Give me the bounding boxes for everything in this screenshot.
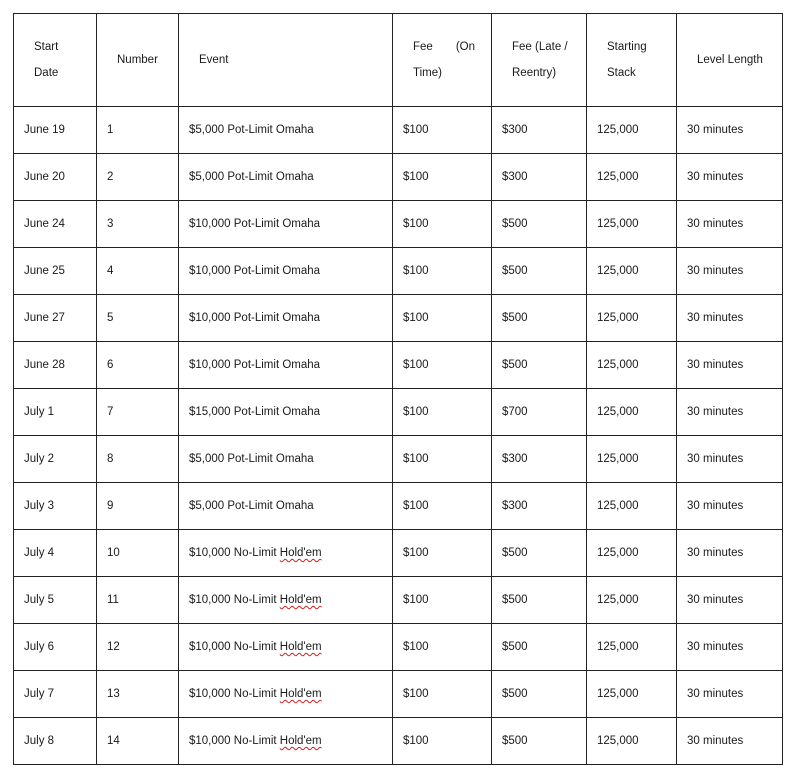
cell-starting-stack: 125,000 <box>587 577 677 624</box>
cell-level-length: 30 minutes <box>677 342 783 389</box>
cell-fee-on-time: $100 <box>393 342 492 389</box>
cell-fee-late: $300 <box>492 154 587 201</box>
event-text: $10,000 No-Limit <box>189 735 280 747</box>
table-row <box>14 389 783 436</box>
spellcheck-flagged-word: Hold'em <box>279 641 322 653</box>
spellcheck-flagged-word: Hold'em <box>279 735 322 747</box>
header-event: Event <box>179 14 393 107</box>
spellcheck-flagged-word: Hold'em <box>279 688 322 700</box>
cell-number: 14 <box>97 718 179 765</box>
cell-level-length: 30 minutes <box>677 436 783 483</box>
cell-fee-on-time: $100 <box>393 389 492 436</box>
cell-event <box>179 577 393 624</box>
cell-fee-on-time: $100 <box>393 295 492 342</box>
cell-starting-stack: 125,000 <box>587 107 677 154</box>
header-fee-on-time: Fee (On Time) <box>393 14 492 107</box>
cell-event <box>179 389 393 436</box>
cell-fee-late: $500 <box>492 624 587 671</box>
cell-starting-stack: 125,000 <box>587 624 677 671</box>
cell-event <box>179 342 393 389</box>
cell-fee-late: $500 <box>492 530 587 577</box>
table-row <box>14 154 783 201</box>
cell-start-date: July 3 <box>14 483 97 530</box>
cell-level-length: 30 minutes <box>677 389 783 436</box>
table-row <box>14 483 783 530</box>
cell-level-length: 30 minutes <box>677 483 783 530</box>
header-number: Number <box>97 14 179 107</box>
cell-fee-late: $700 <box>492 389 587 436</box>
event-text: $10,000 Pot-Limit Omaha <box>189 359 321 371</box>
table-header <box>14 14 783 107</box>
header-start-date: Start Date <box>14 14 97 107</box>
spellcheck-flagged-word: Hold'em <box>279 547 322 559</box>
event-text: $10,000 No-Limit <box>189 688 280 700</box>
table-row <box>14 201 783 248</box>
cell-fee-late: $500 <box>492 577 587 624</box>
header-level-length: Level Length <box>677 14 783 107</box>
table-row <box>14 577 783 624</box>
cell-event <box>179 718 393 765</box>
cell-start-date: June 24 <box>14 201 97 248</box>
cell-event <box>179 154 393 201</box>
cell-number: 5 <box>97 295 179 342</box>
cell-level-length: 30 minutes <box>677 295 783 342</box>
cell-level-length: 30 minutes <box>677 577 783 624</box>
cell-fee-on-time: $100 <box>393 107 492 154</box>
cell-level-length: 30 minutes <box>677 671 783 718</box>
event-text: $10,000 No-Limit <box>189 547 280 559</box>
table-row <box>14 436 783 483</box>
cell-fee-on-time: $100 <box>393 154 492 201</box>
cell-start-date: June 25 <box>14 248 97 295</box>
cell-number: 9 <box>97 483 179 530</box>
cell-start-date: July 4 <box>14 530 97 577</box>
cell-fee-late: $500 <box>492 248 587 295</box>
cell-event <box>179 671 393 718</box>
cell-fee-on-time: $100 <box>393 530 492 577</box>
cell-start-date: July 5 <box>14 577 97 624</box>
cell-number: 4 <box>97 248 179 295</box>
event-text: $5,000 Pot-Limit Omaha <box>189 124 314 136</box>
cell-fee-late: $500 <box>492 671 587 718</box>
cell-level-length: 30 minutes <box>677 624 783 671</box>
cell-starting-stack: 125,000 <box>587 342 677 389</box>
tournament-schedule-table <box>13 13 783 765</box>
cell-start-date: June 27 <box>14 295 97 342</box>
header-fee-late-reentry: Fee (Late / Reentry) <box>492 14 587 107</box>
table-row <box>14 530 783 577</box>
cell-start-date: June 19 <box>14 107 97 154</box>
cell-fee-late: $500 <box>492 718 587 765</box>
spellcheck-flagged-word: Hold'em <box>279 594 322 606</box>
cell-number: 3 <box>97 201 179 248</box>
cell-fee-on-time: $100 <box>393 201 492 248</box>
cell-number: 10 <box>97 530 179 577</box>
cell-start-date: June 28 <box>14 342 97 389</box>
cell-level-length: 30 minutes <box>677 201 783 248</box>
cell-start-date: July 2 <box>14 436 97 483</box>
cell-level-length: 30 minutes <box>677 154 783 201</box>
event-text: $5,000 Pot-Limit Omaha <box>189 500 314 512</box>
cell-fee-on-time: $100 <box>393 624 492 671</box>
cell-number: 11 <box>97 577 179 624</box>
cell-event <box>179 436 393 483</box>
event-text: $10,000 Pot-Limit Omaha <box>189 312 321 324</box>
header-row <box>14 14 783 107</box>
cell-starting-stack: 125,000 <box>587 248 677 295</box>
cell-starting-stack: 125,000 <box>587 154 677 201</box>
table-body <box>14 107 783 765</box>
cell-level-length: 30 minutes <box>677 530 783 577</box>
cell-event <box>179 624 393 671</box>
cell-starting-stack: 125,000 <box>587 718 677 765</box>
cell-fee-on-time: $100 <box>393 248 492 295</box>
event-text: $10,000 No-Limit <box>189 641 280 653</box>
table-row <box>14 295 783 342</box>
cell-number: 7 <box>97 389 179 436</box>
cell-fee-late: $300 <box>492 436 587 483</box>
header-starting-stack: Starting Stack <box>587 14 677 107</box>
table-row <box>14 248 783 295</box>
event-text: $10,000 No-Limit <box>189 594 280 606</box>
cell-event <box>179 248 393 295</box>
cell-fee-on-time: $100 <box>393 718 492 765</box>
cell-start-date: June 20 <box>14 154 97 201</box>
cell-number: 12 <box>97 624 179 671</box>
cell-starting-stack: 125,000 <box>587 389 677 436</box>
cell-starting-stack: 125,000 <box>587 436 677 483</box>
cell-number: 1 <box>97 107 179 154</box>
cell-fee-on-time: $100 <box>393 671 492 718</box>
cell-number: 13 <box>97 671 179 718</box>
cell-fee-late: $500 <box>492 295 587 342</box>
cell-fee-late: $500 <box>492 342 587 389</box>
cell-start-date: July 6 <box>14 624 97 671</box>
event-text: $15,000 Pot-Limit Omaha <box>189 406 321 418</box>
table-row <box>14 342 783 389</box>
cell-start-date: July 1 <box>14 389 97 436</box>
cell-fee-on-time: $100 <box>393 577 492 624</box>
cell-number: 8 <box>97 436 179 483</box>
event-text: $10,000 Pot-Limit Omaha <box>189 265 321 277</box>
cell-event <box>179 483 393 530</box>
table-row <box>14 624 783 671</box>
cell-event <box>179 107 393 154</box>
cell-fee-late: $500 <box>492 201 587 248</box>
cell-level-length: 30 minutes <box>677 107 783 154</box>
event-text: $5,000 Pot-Limit Omaha <box>189 453 314 465</box>
cell-starting-stack: 125,000 <box>587 483 677 530</box>
cell-event <box>179 530 393 577</box>
cell-fee-late: $300 <box>492 107 587 154</box>
cell-starting-stack: 125,000 <box>587 530 677 577</box>
table-row <box>14 718 783 765</box>
cell-level-length: 30 minutes <box>677 718 783 765</box>
cell-start-date: July 7 <box>14 671 97 718</box>
cell-starting-stack: 125,000 <box>587 201 677 248</box>
table-row <box>14 671 783 718</box>
cell-number: 6 <box>97 342 179 389</box>
cell-fee-late: $300 <box>492 483 587 530</box>
cell-event <box>179 201 393 248</box>
cell-starting-stack: 125,000 <box>587 671 677 718</box>
cell-fee-on-time: $100 <box>393 483 492 530</box>
cell-starting-stack: 125,000 <box>587 295 677 342</box>
cell-fee-on-time: $100 <box>393 436 492 483</box>
event-text: $5,000 Pot-Limit Omaha <box>189 171 314 183</box>
cell-start-date: July 8 <box>14 718 97 765</box>
cell-event <box>179 295 393 342</box>
cell-level-length: 30 minutes <box>677 248 783 295</box>
table-row <box>14 107 783 154</box>
event-text: $10,000 Pot-Limit Omaha <box>189 218 321 230</box>
cell-number: 2 <box>97 154 179 201</box>
